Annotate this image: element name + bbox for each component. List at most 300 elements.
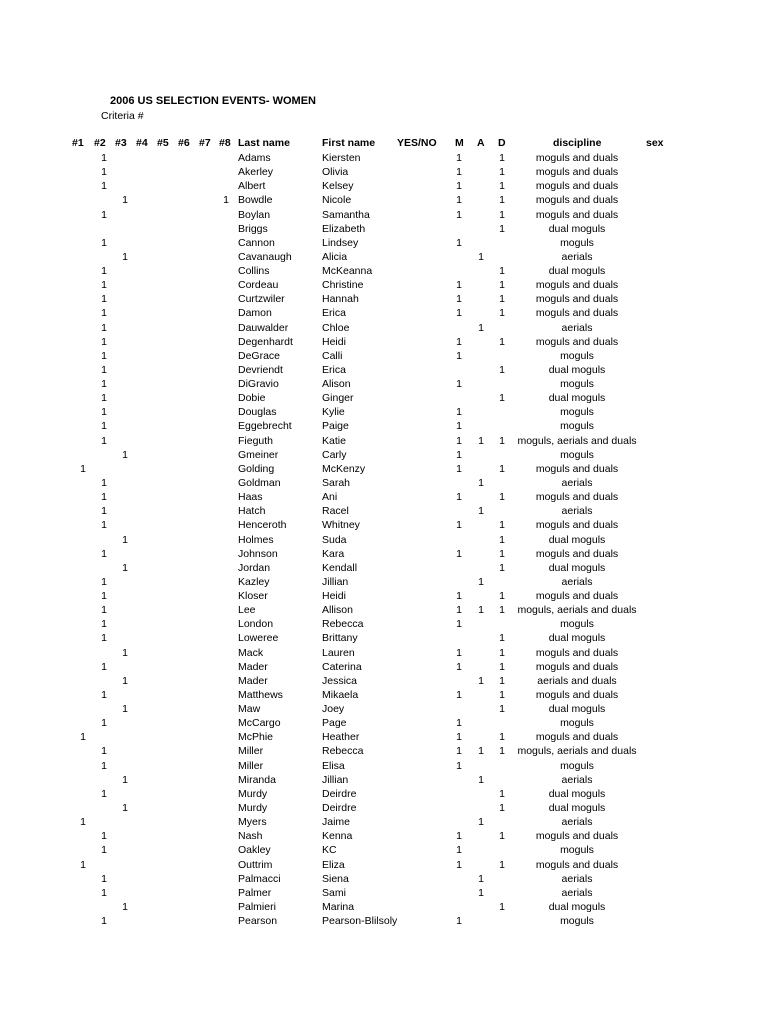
m-cell: 1 [456,491,462,504]
criteria-mark: 1 [101,166,107,179]
first-name-cell: Elizabeth [322,222,366,235]
m-cell: 1 [456,152,462,164]
discipline-cell: moguls [560,759,594,772]
d-cell: 1 [499,434,505,447]
last-name-cell: London [238,618,274,631]
table-row [0,547,770,561]
first-name-cell: KC [322,844,337,857]
table-row [0,674,770,688]
table-row [0,151,770,165]
table-row [0,405,770,419]
table-row [0,306,770,320]
criteria-mark: 1 [101,787,107,800]
criteria-mark: 1 [101,363,107,376]
first-name-cell: McKeanna [322,265,373,278]
last-name-cell: Devriendt [238,363,283,376]
criteria-mark: 1 [80,462,86,475]
discipline-cell: moguls and duals [535,208,619,221]
m-cell: 1 [456,180,462,193]
criteria-mark: 1 [101,349,107,362]
last-name-cell: Johnson [238,547,278,560]
header-last-name: Last name [238,137,290,149]
table-row [0,829,770,843]
discipline-cell: moguls [560,378,594,391]
last-name-cell: Haas [238,491,263,504]
discipline-cell: moguls and duals [535,180,619,193]
d-cell: 1 [499,632,505,645]
first-name-cell: Olivia [322,166,349,179]
header-sex: sex [646,137,664,149]
discipline-cell: moguls and duals [535,166,619,179]
last-name-cell: Matthews [238,688,283,701]
first-name-cell: Elisa [322,759,345,772]
table-row [0,886,770,900]
criteria-mark: 1 [122,250,128,263]
table-row [0,419,770,433]
table-row [0,631,770,645]
last-name-cell: Gmeiner [238,448,279,461]
discipline-cell: aerials [561,321,593,334]
table-row [0,504,770,518]
discipline-cell: dual moguls [548,632,606,645]
criteria-mark: 1 [122,900,128,913]
d-cell: 1 [499,335,505,348]
last-name-cell: DiGravio [238,378,279,391]
criteria-mark: 1 [101,604,107,617]
m-cell: 1 [456,420,462,433]
criteria-mark: 1 [101,236,107,249]
d-cell: 1 [499,166,505,179]
m-cell: 1 [456,236,462,249]
a-cell: 1 [478,872,484,885]
first-name-cell: Lauren [322,646,355,659]
criteria-mark: 1 [122,674,128,687]
first-name-cell: Sami [322,886,346,899]
table-row [0,193,770,207]
d-cell: 1 [499,152,505,164]
m-cell: 1 [456,590,462,603]
first-name-cell: Heather [322,731,360,744]
d-cell: 1 [499,363,505,376]
last-name-cell: Lee [238,604,256,617]
first-name-cell: Marina [322,900,355,913]
criteria-mark: 1 [101,872,107,885]
header-m: M [455,137,464,149]
first-name-cell: Ani [322,491,338,504]
a-cell: 1 [478,816,484,829]
discipline-cell: moguls and duals [535,279,619,292]
discipline-cell: aerials [561,872,593,885]
criteria-mark: 1 [122,194,128,207]
discipline-cell: aerials and duals [537,674,617,687]
first-name-cell: Kenna [322,830,353,843]
criteria-mark: 1 [101,476,107,489]
criteria-mark: 1 [80,816,86,829]
first-name-cell: McKenzy [322,462,366,475]
m-cell: 1 [456,519,462,532]
first-name-cell: Erica [322,307,346,320]
first-name-cell: Eliza [322,858,345,871]
header-crit-1: #1 [72,137,84,149]
criteria-mark: 1 [101,505,107,518]
criteria-mark: 1 [122,533,128,546]
first-name-cell: Kylie [322,406,345,419]
last-name-cell: Eggebrecht [238,420,292,433]
discipline-cell: moguls, aerials and duals [517,745,637,758]
header-crit-8: #8 [219,137,231,149]
criteria-mark: 1 [101,660,107,673]
a-cell: 1 [478,773,484,786]
table-row [0,561,770,575]
last-name-cell: Kloser [238,590,268,603]
discipline-cell: moguls and duals [535,858,619,871]
m-cell: 1 [456,745,462,758]
m-cell: 1 [456,462,462,475]
last-name-cell: Hatch [238,505,266,518]
m-cell: 1 [456,378,462,391]
criteria-mark: 1 [101,392,107,405]
table-row [0,872,770,886]
last-name-cell: Jordan [238,561,271,574]
first-name-cell: Kiersten [322,152,361,164]
discipline-cell: aerials [561,886,593,899]
table-row [0,236,770,250]
d-cell: 1 [499,745,505,758]
criteria-mark: 1 [101,618,107,631]
first-name-cell: Rebecca [322,745,364,758]
a-cell: 1 [478,476,484,489]
table-row [0,914,770,928]
first-name-cell: Jessica [322,674,358,687]
first-name-cell: Sarah [322,476,351,489]
table-row [0,801,770,815]
criteria-mark: 1 [101,915,107,928]
first-name-cell: Deirdre [322,801,357,814]
last-name-cell: Cordeau [238,279,279,292]
d-cell: 1 [499,547,505,560]
last-name-cell: Goldman [238,476,281,489]
table-row [0,222,770,236]
first-name-cell: Suda [322,533,347,546]
d-cell: 1 [499,462,505,475]
d-cell: 1 [499,533,505,546]
a-cell: 1 [478,604,484,617]
table-row [0,391,770,405]
header-a: A [477,137,485,149]
last-name-cell: Palmer [238,886,272,899]
last-name-cell: McCargo [238,717,281,730]
table-row [0,208,770,222]
discipline-cell: dual moguls [548,900,606,913]
d-cell: 1 [499,646,505,659]
m-cell: 1 [456,830,462,843]
discipline-cell: moguls and duals [535,731,619,744]
last-name-cell: Murdy [238,787,268,800]
discipline-cell: dual moguls [548,533,606,546]
discipline-cell: moguls and duals [535,688,619,701]
m-cell: 1 [456,208,462,221]
criteria-mark: 1 [101,519,107,532]
first-name-cell: Pearson-Blilsoly [322,915,398,928]
a-cell: 1 [478,434,484,447]
first-name-cell: Rebecca [322,618,364,631]
discipline-cell: aerials [561,816,593,829]
criteria-mark: 1 [80,731,86,744]
m-cell: 1 [456,434,462,447]
table-row [0,434,770,448]
header-crit-6: #6 [178,137,190,149]
d-cell: 1 [499,801,505,814]
last-name-cell: Myers [238,816,267,829]
discipline-cell: moguls [560,844,594,857]
criteria-mark: 1 [122,646,128,659]
first-name-cell: Heidi [322,590,346,603]
m-cell: 1 [456,618,462,631]
first-name-cell: Paige [322,420,349,433]
last-name-cell: Mader [238,660,268,673]
last-name-cell: DeGrace [238,349,281,362]
discipline-cell: moguls and duals [535,830,619,843]
table-row [0,646,770,660]
criteria-8-mark: 1 [223,194,229,207]
last-name-cell: Douglas [238,406,277,419]
discipline-cell: moguls [560,406,594,419]
d-cell: 1 [499,604,505,617]
first-name-cell: Carly [322,448,347,461]
m-cell: 1 [456,858,462,871]
last-name-cell: Loweree [238,632,279,645]
criteria-mark: 1 [101,420,107,433]
criteria-mark: 1 [101,688,107,701]
criteria-mark: 1 [101,279,107,292]
m-cell: 1 [456,406,462,419]
criteria-mark: 1 [101,265,107,278]
document-title: 2006 US SELECTION EVENTS- WOMEN [110,95,316,107]
table-row [0,462,770,476]
discipline-cell: moguls and duals [535,590,619,603]
first-name-cell: Samantha [322,208,370,221]
criteria-mark: 1 [101,293,107,306]
m-cell: 1 [456,915,462,928]
table-row [0,533,770,547]
criteria-mark: 1 [101,844,107,857]
first-name-cell: Katie [322,434,346,447]
m-cell: 1 [456,759,462,772]
criteria-mark: 1 [101,759,107,772]
first-name-cell: Jaime [322,816,351,829]
table-row [0,490,770,504]
header-crit-7: #7 [199,137,211,149]
first-name-cell: Jillian [322,773,349,786]
m-cell: 1 [456,307,462,320]
discipline-cell: moguls and duals [535,547,619,560]
criteria-mark: 1 [101,208,107,221]
table-row [0,335,770,349]
discipline-cell: moguls and duals [535,152,619,164]
criteria-mark: 1 [122,801,128,814]
header-first-name: First name [322,137,376,149]
last-name-cell: Dobie [238,392,266,405]
d-cell: 1 [499,858,505,871]
last-name-cell: Mack [238,646,264,659]
last-name-cell: Bowdle [238,194,273,207]
last-name-cell: Damon [238,307,272,320]
discipline-cell: dual moguls [548,801,606,814]
table-row [0,349,770,363]
d-cell: 1 [499,279,505,292]
table-row [0,730,770,744]
table-row [0,363,770,377]
table-row [0,476,770,490]
table-row [0,518,770,532]
discipline-cell: moguls [560,915,594,928]
last-name-cell: Collins [238,265,270,278]
discipline-cell: aerials [561,476,593,489]
table-row [0,744,770,758]
discipline-cell: dual moguls [548,561,606,574]
last-name-cell: Cannon [238,236,275,249]
last-name-cell: Nash [238,830,263,843]
m-cell: 1 [456,279,462,292]
discipline-cell: aerials [561,505,593,518]
table-row [0,292,770,306]
discipline-cell: moguls and duals [535,194,619,207]
first-name-cell: Mikaela [322,688,359,701]
m-cell: 1 [456,731,462,744]
discipline-cell: moguls, aerials and duals [517,604,637,617]
d-cell: 1 [499,830,505,843]
discipline-cell: moguls [560,618,594,631]
first-name-cell: Alicia [322,250,348,263]
m-cell: 1 [456,194,462,207]
first-name-cell: Calli [322,349,343,362]
discipline-cell: moguls and duals [535,307,619,320]
last-name-cell: Akerley [238,166,274,179]
first-name-cell: Alison [322,378,351,391]
discipline-cell: moguls [560,717,594,730]
discipline-cell: dual moguls [548,703,606,716]
criteria-mark: 1 [122,561,128,574]
last-name-cell: McPhie [238,731,274,744]
table-row [0,787,770,801]
discipline-cell: aerials [561,250,593,263]
criteria-mark: 1 [101,180,107,193]
first-name-cell: Hannah [322,293,359,306]
d-cell: 1 [499,293,505,306]
last-name-cell: Miller [238,745,264,758]
m-cell: 1 [456,166,462,179]
table-row [0,660,770,674]
table-row [0,179,770,193]
criteria-mark: 1 [101,590,107,603]
first-name-cell: Kendall [322,561,358,574]
table-row [0,688,770,702]
d-cell: 1 [499,208,505,221]
table-row [0,773,770,787]
first-name-cell: Christine [322,279,364,292]
m-cell: 1 [456,448,462,461]
discipline-cell: moguls and duals [535,491,619,504]
m-cell: 1 [456,293,462,306]
header-crit-5: #5 [157,137,169,149]
criteria-mark: 1 [101,717,107,730]
header-yes-no: YES/NO [397,137,437,149]
first-name-cell: Allison [322,604,353,617]
m-cell: 1 [456,547,462,560]
first-name-cell: Ginger [322,392,354,405]
d-cell: 1 [499,731,505,744]
last-name-cell: Dauwalder [238,321,289,334]
discipline-cell: moguls [560,236,594,249]
discipline-cell: moguls and duals [535,660,619,673]
last-name-cell: Cavanaugh [238,250,292,263]
discipline-cell: moguls [560,349,594,362]
discipline-cell: moguls and duals [535,462,619,475]
criteria-mark: 1 [101,378,107,391]
last-name-cell: Curtzwiler [238,293,285,306]
last-name-cell: Murdy [238,801,268,814]
first-name-cell: Caterina [322,660,362,673]
last-name-cell: Degenhardt [238,335,293,348]
criteria-mark: 1 [101,886,107,899]
table-row [0,250,770,264]
discipline-cell: dual moguls [548,787,606,800]
table-row [0,702,770,716]
criteria-mark: 1 [101,632,107,645]
first-name-cell: Whitney [322,519,360,532]
first-name-cell: Racel [322,505,349,518]
first-name-cell: Page [322,717,347,730]
m-cell: 1 [456,335,462,348]
discipline-cell: moguls and duals [535,646,619,659]
criteria-mark: 1 [122,448,128,461]
last-name-cell: Golding [238,462,275,475]
last-name-cell: Adams [238,152,271,164]
table-row [0,165,770,179]
a-cell: 1 [478,250,484,263]
last-name-cell: Mader [238,674,268,687]
first-name-cell: Joey [322,703,345,716]
discipline-cell: aerials [561,773,593,786]
last-name-cell: Pearson [238,915,278,928]
d-cell: 1 [499,265,505,278]
first-name-cell: Kelsey [322,180,354,193]
criteria-label: Criteria # [101,110,144,122]
d-cell: 1 [499,674,505,687]
last-name-cell: Outtrim [238,858,273,871]
last-name-cell: Kazley [238,575,270,588]
m-cell: 1 [456,660,462,673]
table-row [0,759,770,773]
header-crit-3: #3 [115,137,127,149]
header-crit-4: #4 [136,137,148,149]
a-cell: 1 [478,321,484,334]
discipline-cell: moguls and duals [535,335,619,348]
table-row [0,321,770,335]
m-cell: 1 [456,688,462,701]
first-name-cell: Kara [322,547,345,560]
m-cell: 1 [456,717,462,730]
discipline-cell: dual moguls [548,363,606,376]
discipline-cell: dual moguls [548,265,606,278]
a-cell: 1 [478,505,484,518]
last-name-cell: Palmieri [238,900,276,913]
discipline-cell: moguls [560,448,594,461]
d-cell: 1 [499,194,505,207]
table-row [0,278,770,292]
table-row [0,617,770,631]
table-row [0,448,770,462]
